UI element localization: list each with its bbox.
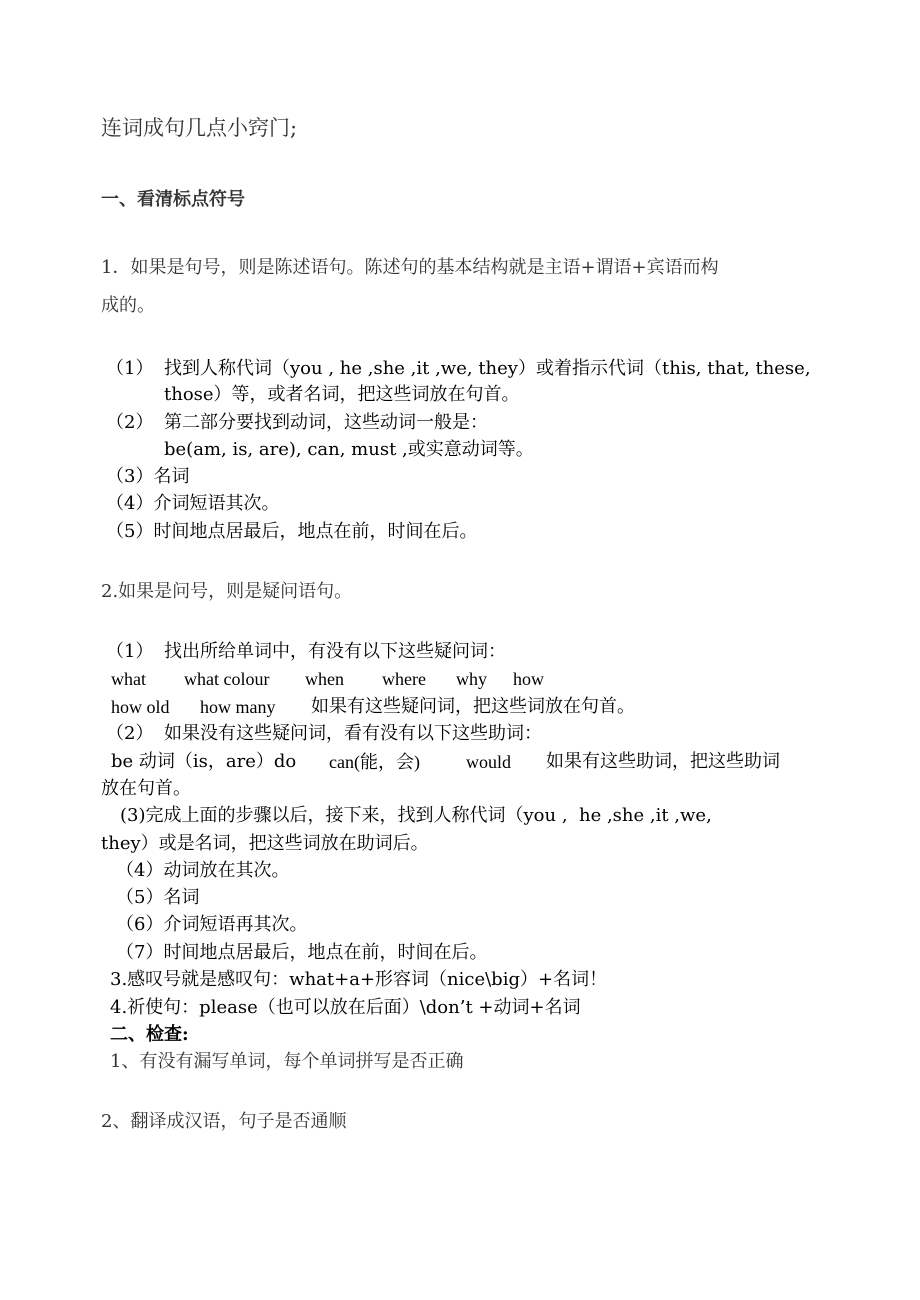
check-item: 1、有没有漏写单词，每个单词拼写是否正确 <box>110 1051 464 1072</box>
step-label: （2） <box>106 723 154 744</box>
step-label: （1） <box>106 358 154 379</box>
step-text: those）等，或者名词，把这些词放在句首。 <box>164 384 520 405</box>
paragraph-exclamation: 3.感叹号就是感叹句：what+a+形容词（nice\big）+名词！ <box>110 969 608 990</box>
step-text: 找出所给单词中，有没有以下这些疑问词： <box>164 641 506 662</box>
step-text: （3）名词 <box>106 466 190 487</box>
paragraph-imperative: 4.祈使句：please（也可以放在后面）\don’t +动词+名词 <box>110 997 581 1018</box>
auxiliary-words: be 动词（is，are）do <box>111 751 297 772</box>
step-text: they）或是名词，把这些词放在助词后。 <box>101 833 429 854</box>
page-title: 连词成句几点小窍门; <box>101 116 298 140</box>
question-word: why <box>456 669 487 689</box>
auxiliary-words: would <box>466 752 511 772</box>
step-text: 如果有这些助词，把这些助词 <box>546 751 780 772</box>
step-text: （6）介词短语再其次。 <box>116 914 308 935</box>
step-text: 如果没有这些疑问词，看有没有以下这些助词： <box>164 723 542 744</box>
question-word: when <box>305 669 344 689</box>
step-text: （4）介词短语其次。 <box>106 493 280 514</box>
paragraph-statement-line1: 1．如果是句号，则是陈述语句。陈述句的基本结构就是主语+谓语+宾语而构 <box>101 257 719 278</box>
step-text: （5）时间地点居最后，地点在前，时间在后。 <box>106 521 478 542</box>
step-text: 找到人称代词（you , he ,she ,it ,we, they）或着指示代词（this, that, these, <box>164 358 811 379</box>
question-word: what colour <box>184 669 270 689</box>
paragraph-statement-line2: 成的。 <box>101 295 155 316</box>
paragraph-question: 2.如果是问号，则是疑问语句。 <box>101 581 353 602</box>
step-text: （5）名词 <box>116 887 200 908</box>
step-text: (3)完成上面的步骤以后，接下来，找到人称代词（you , he ,she ,it ,we, <box>120 805 712 826</box>
question-word: where <box>382 669 426 689</box>
question-word: how old <box>111 697 170 717</box>
check-item: 2、翻译成汉语，句子是否通顺 <box>101 1111 347 1132</box>
step-text: 放在句首。 <box>101 778 191 799</box>
question-word: how many <box>200 697 276 717</box>
question-word: what <box>111 669 146 689</box>
step-label: （1） <box>106 641 154 662</box>
step-text: （7）时间地点居最后，地点在前，时间在后。 <box>116 942 488 963</box>
auxiliary-words: can(能，会) <box>329 752 420 772</box>
section-heading-punctuation: 一、看清标点符号 <box>101 189 245 210</box>
step-text: 如果有这些疑问词，把这些词放在句首。 <box>311 696 635 717</box>
question-word: how <box>513 669 544 689</box>
step-text: be(am, is, are), can, must ,或实意动词等。 <box>164 439 534 460</box>
step-text: （4）动词放在其次。 <box>116 860 290 881</box>
step-label: （2） <box>106 412 154 433</box>
section-heading-check: 二、检查: <box>110 1024 189 1045</box>
step-text: 第二部分要找到动词，这些动词一般是： <box>164 412 488 433</box>
